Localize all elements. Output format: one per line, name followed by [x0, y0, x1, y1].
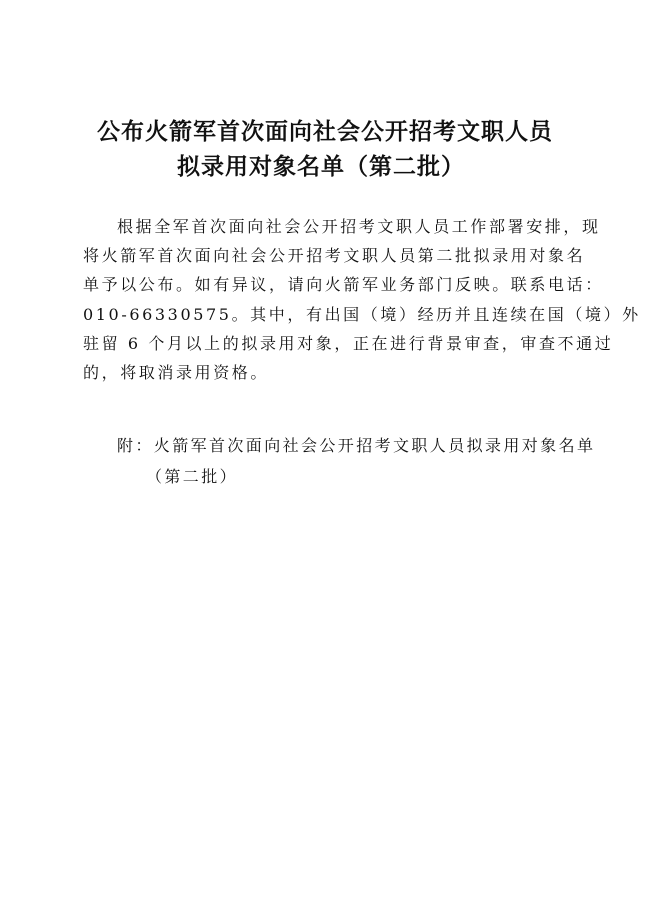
body-line: 010-66330575。其中，有出国（境）经历并且连续在国（境）外: [83, 304, 641, 324]
body-paragraph: [83, 212, 641, 387]
body-line: 根据全军首次面向社会公开招考文职人员工作部署安排，现: [117, 217, 601, 236]
body-line: 将火箭军首次面向社会公开招考文职人员第二批拟录用对象名: [83, 246, 586, 266]
document-title-line-2: 拟录用对象名单（第二批）: [177, 153, 465, 180]
body-line: 驻留 6 个月以上的拟录用对象，正在进行背景审查，审查不通过: [83, 333, 614, 353]
document-title-line-1: 公布火箭军首次面向社会公开招考文职人员: [97, 118, 553, 145]
body-line: 单予以公布。如有异议，请向火箭军业务部门反映。联系电话：: [83, 275, 604, 295]
attachment-note: [117, 430, 596, 492]
attachment-line-1: 附：火箭军首次面向社会公开招考文职人员拟录用对象名单: [117, 436, 596, 455]
body-line: 的，将取消录用资格。: [83, 362, 270, 382]
attachment-line-2: （第二批）: [146, 467, 239, 486]
